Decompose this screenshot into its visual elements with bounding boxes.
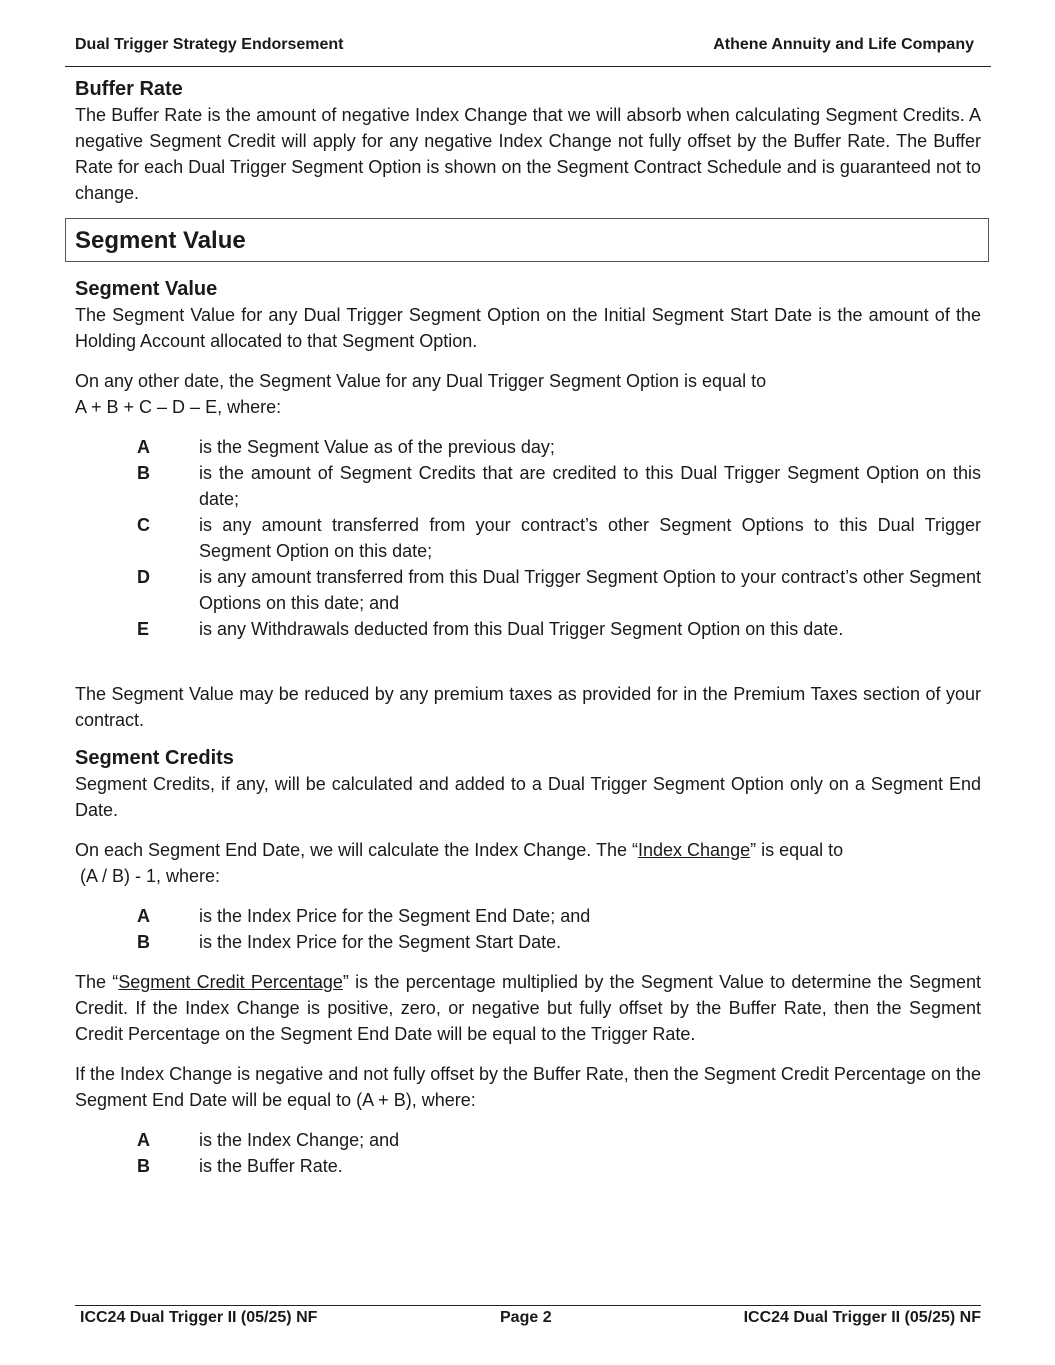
scp-definition-list [75, 1127, 981, 1179]
index-change-definition-list [75, 903, 981, 955]
section-title-box [65, 218, 989, 262]
page-number: Page 2 [500, 1309, 552, 1326]
index-change-intro: On each Segment End Date, we will calculate the Index Change. The “ [75, 840, 638, 860]
definition-row [75, 1153, 981, 1179]
segment-credits-paragraph-1: Segment Credits, if any, will be calculated and added to a Dual Trigger Segment Option only on a Segment End Date. [75, 774, 981, 820]
definition-text: is the Buffer Rate. [199, 1156, 343, 1176]
segment-value-formula-intro: On any other date, the Segment Value for any Dual Trigger Segment Option is equal to [75, 371, 767, 391]
header-document-title: Dual Trigger Strategy Endorsement [75, 36, 344, 53]
segment-value-paragraph-2 [75, 368, 981, 420]
buffer-rate-paragraph: The Buffer Rate is the amount of negative Index Change that we will absorb when calculating Segment Credits. A negative Segment Credit will apply for any negative Index Change not fully offset by the Buffer Rate. The Buffer Rate for each Dual Trigger Segment Option is shown on the Segment Contract Schedule and is guaranteed not to change. [75, 105, 981, 203]
running-footer [80, 1309, 981, 1331]
page-body [75, 76, 981, 1179]
segment-credits-paragraph-4: If the Index Change is negative and not fully offset by the Buffer Rate, then the Segment Credit Percentage on the Segment End Date will be equal to (A + B), where: [75, 1064, 981, 1110]
segment-value-paragraph-1: The Segment Value for any Dual Trigger Segment Option on the Initial Segment Start Date is the amount of the Holding Account allocated to that Segment Option. [75, 305, 981, 351]
definition-key: D [137, 567, 150, 587]
definition-text: is the Index Change; and [199, 1130, 400, 1150]
definition-row [75, 616, 981, 642]
segment-value-paragraph-3: The Segment Value may be reduced by any premium taxes as provided for in the Premium Taxes section of your contract. [75, 684, 981, 730]
definition-key: B [137, 932, 150, 952]
buffer-rate-heading: Buffer Rate [75, 78, 183, 100]
index-change-term: Index Change [638, 840, 751, 860]
definition-key: C [137, 515, 150, 535]
segment-value-definition-list [75, 434, 981, 642]
definition-text: is any amount transferred from this Dual Trigger Segment Option to your contract’s other Segment Options on this date; and [199, 567, 981, 613]
index-change-suffix: ” is equal to [750, 840, 844, 860]
definition-key: B [137, 1156, 150, 1176]
definition-row [75, 903, 981, 929]
definition-row [75, 1127, 981, 1153]
definition-row [75, 460, 981, 512]
definition-row [75, 929, 981, 955]
running-header [75, 36, 974, 58]
segment-credit-percentage-paragraph [75, 969, 981, 1047]
definition-text: is any amount transferred from your contract’s other Segment Options to this Dual Trigger Segment Option on this date; [199, 515, 981, 561]
segment-credits-heading: Segment Credits [75, 747, 234, 769]
segment-credit-percentage-term: Segment Credit Percentage [118, 972, 343, 992]
scp-definition: ” is the percentage multiplied by the Segment Value to determine the Segment Credit. If the Index Change is positive, zero, or negative but fully offset by the Buffer Rate, then the Segment Credit Percentage on the Segment End Date will be equal to the Trigger Rate. [75, 972, 982, 1044]
definition-row [75, 512, 981, 564]
footer-divider [75, 1305, 981, 1306]
definition-key: B [137, 463, 150, 483]
segment-value-formula: A + B + C – D – E, where: [75, 397, 282, 417]
definition-text: is the amount of Segment Credits that are credited to this Dual Trigger Segment Option on this date; [199, 463, 981, 509]
definition-text: is any Withdrawals deducted from this Dual Trigger Segment Option on this date. [199, 619, 844, 639]
definition-key: E [137, 619, 150, 639]
footer-form-number-left: ICC24 Dual Trigger II (05/25) NF [80, 1309, 318, 1326]
definition-key: A [137, 437, 150, 457]
segment-credits-paragraph-2 [75, 837, 981, 889]
definition-key: A [137, 906, 150, 926]
header-divider [65, 66, 991, 67]
definition-text: is the Index Price for the Segment End Date; and [199, 906, 591, 926]
section-title: Segment Value [75, 227, 246, 254]
definition-key: A [137, 1130, 150, 1150]
scp-intro: The “ [75, 972, 119, 992]
definition-text: is the Index Price for the Segment Start Date. [199, 932, 562, 952]
definition-row [75, 434, 981, 460]
index-change-formula: (A / B) - 1, where: [75, 866, 221, 886]
header-company-name: Athene Annuity and Life Company [713, 36, 974, 53]
segment-value-heading: Segment Value [75, 278, 218, 300]
footer-form-number-right: ICC24 Dual Trigger II (05/25) NF [743, 1309, 981, 1326]
definition-row [75, 564, 981, 616]
definition-text: is the Segment Value as of the previous day; [199, 437, 555, 457]
